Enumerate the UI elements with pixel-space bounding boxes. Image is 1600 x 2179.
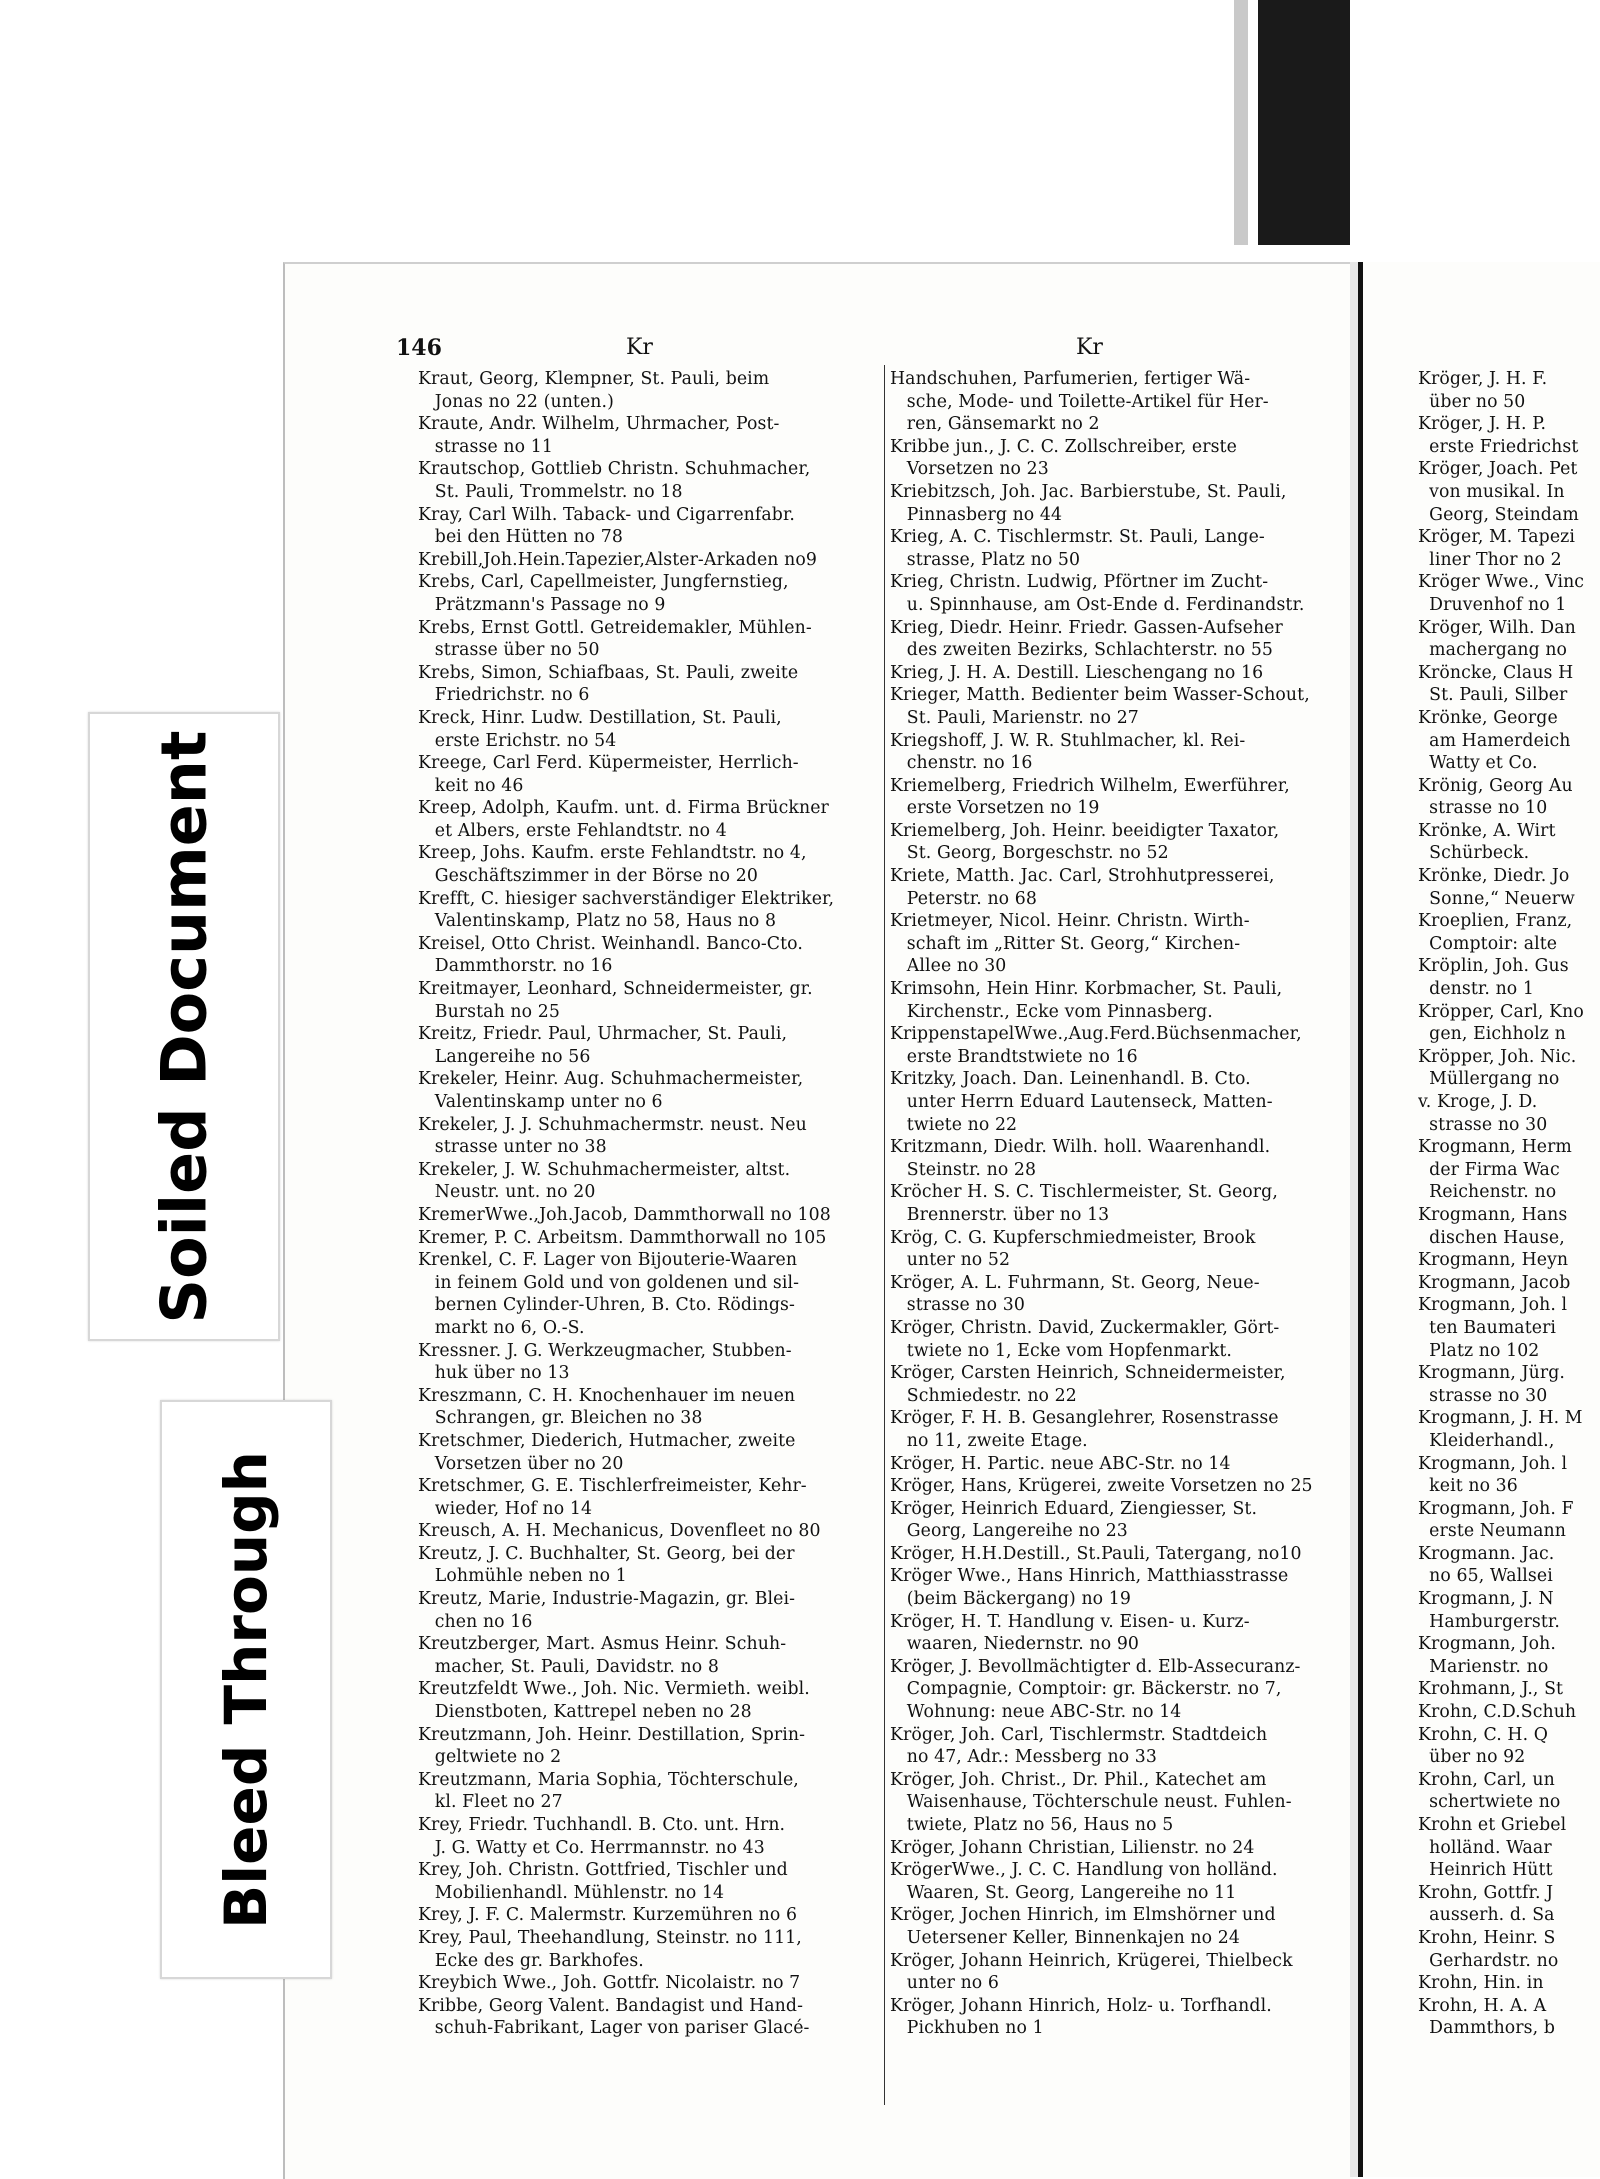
directory-entry-line: Krohn, C. H. Q: [1418, 1724, 1549, 1745]
directory-entry-line: Kreutzmann, Maria Sophia, Töchterschule,: [418, 1769, 799, 1790]
directory-entry-line: Krieg, A. C. Tischlermstr. St. Pauli, Lange-: [890, 527, 1265, 548]
directory-entry-line: Kraute, Andr. Wilhelm, Uhrmacher, Post-: [418, 414, 780, 435]
directory-entry-line: Krohn, Carl, un: [1418, 1769, 1555, 1790]
scan-edge-grey: [1234, 0, 1248, 245]
running-head-left: Kr: [626, 335, 653, 360]
directory-entry-line: Schürbeck.: [1418, 843, 1530, 864]
directory-entry-line: Krautschop, Gottlieb Christn. Schuhmacher,: [418, 459, 811, 480]
directory-entry-line: Kriegshoff, J. W. R. Stuhlmacher, kl. Rei-: [890, 730, 1246, 751]
directory-entry-line: Dammthors, b: [1418, 2018, 1555, 2039]
soiled-document-label: [88, 712, 280, 1341]
directory-entry-line: wieder, Hof no 14: [418, 1498, 593, 1519]
directory-entry-line: denstr. no 1: [1418, 979, 1534, 1000]
directory-entry-line: St. Pauli, Marienstr. no 27: [890, 707, 1139, 728]
directory-entry-line: Brennerstr. über no 13: [890, 1204, 1110, 1225]
directory-entry-line: Krieg, Christn. Ludwig, Pförtner im Zucht-: [890, 572, 1269, 593]
directory-entry-line: Waaren, St. Georg, Langereihe no 11: [890, 1882, 1237, 1903]
directory-entry-line: Watty et Co.: [1418, 753, 1538, 774]
directory-entry-line: Friedrichstr. no 6: [418, 685, 590, 706]
directory-entry-line: no 47, Adr.: Messberg no 33: [890, 1747, 1157, 1768]
directory-entry-line: ren, Gänsemarkt no 2: [890, 414, 1100, 435]
directory-entry-line: KremerWwe.,Joh.Jacob, Dammthorwall no 108: [418, 1204, 831, 1225]
directory-entry-line: unter no 6: [890, 1973, 999, 1994]
directory-entry-line: huk über no 13: [418, 1363, 570, 1384]
directory-entry-line: schuh-Fabrikant, Lager von pariser Glacé-: [418, 2018, 810, 2039]
directory-entry-line: strasse no 11: [418, 436, 553, 457]
directory-entry-line: macher, St. Pauli, Davidstr. no 8: [418, 1656, 719, 1677]
directory-entry-line: in feinem Gold und von goldenen und sil-: [418, 1272, 800, 1293]
directory-entry-line: Kriemelberg, Joh. Heinr. beeidigter Taxator,: [890, 820, 1280, 841]
bleed-through-text: Bleed Through: [212, 1450, 280, 1929]
directory-entry-line: Dammthorstr. no 16: [418, 956, 613, 977]
directory-entry-line: Vorsetzen no 23: [890, 459, 1049, 480]
directory-entry-line: strasse unter no 38: [418, 1137, 607, 1158]
directory-entry-line: (beim Bäckergang) no 19: [890, 1589, 1131, 1610]
directory-entry-line: Kreybich Wwe., Joh. Gottfr. Nicolaistr. no 7: [418, 1973, 801, 1994]
directory-entry-line: Schmiedestr. no 22: [890, 1385, 1077, 1406]
bleed-through-label: [160, 1400, 332, 1979]
directory-entry-line: Langereihe no 56: [418, 1046, 591, 1067]
soiled-document-text: Soiled Document: [147, 729, 221, 1324]
directory-entry-line: Neustr. unt. no 20: [418, 1182, 596, 1203]
directory-entry-line: Krönke, George: [1418, 707, 1558, 728]
directory-entry-line: Krogmann, Jürg.: [1418, 1363, 1565, 1384]
directory-entry-line: Kray, Carl Wilh. Taback- und Cigarrenfabr.: [418, 504, 796, 525]
directory-entry-line: Kraut, Georg, Klempner, St. Pauli, beim: [418, 369, 770, 389]
directory-entry-line: u. Spinnhause, am Ost-Ende d. Ferdinandstr.: [890, 594, 1305, 615]
directory-entry-line: ausserh. d. Sa: [1418, 1905, 1555, 1926]
directory-entry-line: Krohn et Griebel: [1418, 1815, 1567, 1835]
book-gutter: [1350, 262, 1358, 2177]
directory-entry-line: Krey, Joh. Christn. Gottfried, Tischler und: [418, 1860, 788, 1881]
directory-entry-line: Kretschmer, G. E. Tischlerfreimeister, Kehr-: [418, 1476, 807, 1497]
directory-entry-line: Kröger, Jochen Hinrich, im Elmshörner und: [890, 1905, 1276, 1926]
directory-entry-line: Kröger Wwe., Vinc: [1418, 572, 1585, 593]
directory-entry-line: bei den Hütten no 78: [418, 527, 623, 548]
directory-entry-line: erste Brandtstwiete no 16: [890, 1046, 1138, 1067]
directory-entry-line: Waisenhause, Töchterschule neust. Fuhlen-: [890, 1792, 1292, 1813]
directory-entry-line: chen no 16: [418, 1611, 533, 1632]
directory-entry-line: erste Neumann: [1418, 1521, 1566, 1542]
directory-entry-line: KrippenstapelWwe.,Aug.Ferd.Büchsenmacher,: [890, 1024, 1302, 1045]
directory-entry-line: Kriebitzsch, Joh. Jac. Barbierstube, St. Pauli,: [890, 481, 1287, 502]
directory-entry-line: Kreutz, J. C. Buchhalter, St. Georg, bei der: [418, 1543, 795, 1564]
directory-entry-line: Krohn, H. A. A: [1418, 1995, 1547, 2016]
directory-entry-line: Kröger, Johann Heinrich, Krügerei, Thielbeck: [890, 1950, 1293, 1971]
directory-entry-line: J. G. Watty et Co. Herrmannstr. no 43: [418, 1837, 765, 1858]
directory-entry-line: Krenkel, C. F. Lager von Bijouterie-Waaren: [418, 1250, 798, 1271]
directory-entry-line: Sonne,“ Neuerw: [1418, 888, 1575, 909]
directory-entry-line: Kröger, J. H. P.: [1418, 414, 1547, 435]
directory-entry-line: keit no 36: [1418, 1476, 1518, 1497]
directory-entry-line: Krogmann, J. H. M: [1418, 1408, 1583, 1429]
directory-entry-line: Kribbe, Georg Valent. Bandagist und Hand-: [418, 1995, 804, 2016]
directory-entry-line: twiete no 22: [890, 1114, 1018, 1135]
directory-entry-line: gen, Eichholz n: [1418, 1024, 1566, 1045]
directory-entry-line: Krög, C. G. Kupferschmiedmeister, Brook: [890, 1227, 1256, 1248]
directory-entry-line: der Firma Wac: [1418, 1159, 1560, 1180]
directory-entry-line: Kröpper, Joh. Nic.: [1418, 1046, 1577, 1067]
directory-entry-line: Georg, Steindam: [1418, 504, 1579, 525]
directory-entry-line: Kröger, Wilh. Dan: [1418, 617, 1576, 638]
directory-entry-line: strasse no 30: [890, 1295, 1025, 1316]
directory-entry-line: Kröger, J. H. F.: [1418, 369, 1548, 389]
directory-entry-line: Krieg, Diedr. Heinr. Friedr. Gassen-Aufseher: [890, 617, 1283, 638]
directory-entry-line: Kröger, A. L. Fuhrmann, St. Georg, Neue-: [890, 1272, 1260, 1293]
directory-entry-line: Kroeplien, Franz,: [1418, 911, 1573, 932]
directory-entry-line: Kriete, Matth. Jac. Carl, Strohhutpresserei,: [890, 866, 1275, 887]
directory-entry-line: St. Pauli, Silber: [1418, 685, 1568, 706]
directory-entry-line: Krogmann, Herm: [1418, 1137, 1572, 1158]
directory-entry-line: Kleiderhandl.,: [1418, 1430, 1555, 1451]
directory-entry-line: Druvenhof no 1: [1418, 594, 1567, 615]
directory-entry-line: ten Baumateri: [1418, 1317, 1557, 1338]
directory-entry-line: Dienstboten, Kattrepel neben no 28: [418, 1702, 752, 1723]
directory-entry-line: Schrangen, gr. Bleichen no 38: [418, 1408, 703, 1429]
directory-entry-line: über no 50: [1418, 391, 1526, 412]
directory-entry-line: Krekeler, J. J. Schuhmachermstr. neust. Neu: [418, 1114, 807, 1135]
directory-entry-line: strasse, Platz no 50: [890, 549, 1081, 570]
directory-entry-line: Heinrich Hütt: [1418, 1860, 1553, 1881]
directory-entry-line: Krey, J. F. C. Malermstr. Kurzemühren no 6: [418, 1905, 798, 1926]
directory-entry-line: Kröger, H. Partic. neue ABC-Str. no 14: [890, 1453, 1231, 1474]
directory-entry-line: Krohn, Gottfr. J: [1418, 1882, 1554, 1903]
directory-entry-line: unter Herrn Eduard Lautenseck, Matten-: [890, 1092, 1273, 1112]
directory-entry-line: waaren, Niedernstr. no 90: [890, 1634, 1140, 1655]
directory-entry-line: Kröpper, Carl, Kno: [1418, 1001, 1584, 1022]
directory-entry-line: Steinstr. no 28: [890, 1159, 1037, 1180]
directory-column-left: [418, 368, 883, 2040]
directory-entry-line: Krohn, Heinr. S: [1418, 1927, 1556, 1948]
directory-entry-line: Krogmann, J. N: [1418, 1589, 1554, 1610]
directory-entry-line: Kröcher H. S. C. Tischlermeister, St. Georg,: [890, 1182, 1278, 1203]
directory-entry-line: Kreep, Johs. Kaufm. erste Fehlandtstr. no 4,: [418, 843, 807, 864]
directory-entry-line: Kröger, J. Bevollmächtigter d. Elb-Assecuranz-: [890, 1656, 1301, 1677]
directory-entry-line: erste Erichstr. no 54: [418, 730, 617, 751]
directory-entry-line: Krefft, C. hiesiger sachverständiger Elektriker,: [418, 888, 835, 909]
directory-column-partial: [1418, 368, 1600, 2040]
directory-entry-line: Kritzky, Joach. Dan. Leinenhandl. B. Cto.: [890, 1069, 1251, 1090]
directory-entry-line: Kröger Wwe., Hans Hinrich, Matthiasstrasse: [890, 1566, 1289, 1587]
directory-entry-line: Krönig, Georg Au: [1418, 775, 1573, 796]
directory-entry-line: keit no 46: [418, 775, 524, 796]
directory-entry-line: Kreitz, Friedr. Paul, Uhrmacher, St. Pauli,: [418, 1024, 788, 1045]
directory-entry-line: Pinnasberg no 44: [890, 504, 1063, 525]
directory-entry-line: Krogmann, Joh. l: [1418, 1453, 1568, 1474]
directory-entry-line: Kribbe jun., J. C. C. Zollschreiber, erste: [890, 436, 1237, 457]
directory-entry-line: über no 92: [1418, 1747, 1526, 1768]
directory-entry-line: Jonas no 22 (unten.): [418, 391, 614, 412]
directory-entry-line: chenstr. no 16: [890, 753, 1033, 774]
directory-entry-line: Krieg, J. H. A. Destill. Lieschengang no 16: [890, 662, 1264, 683]
directory-entry-line: Ecke des gr. Barkhofes.: [418, 1950, 644, 1971]
directory-entry-line: St. Pauli, Trommelstr. no 18: [418, 481, 683, 502]
directory-entry-line: Hamburgerstr.: [1418, 1611, 1560, 1632]
directory-entry-line: am Hamerdeich: [1418, 730, 1571, 751]
directory-entry-line: Krogmann, Joh.: [1418, 1634, 1556, 1655]
directory-entry-line: Kröger, H.H.Destill., St.Pauli, Tatergang, no10: [890, 1543, 1302, 1564]
directory-entry-line: v. Kroge, J. D.: [1418, 1092, 1538, 1112]
directory-entry-line: Kreutzfeldt Wwe., Joh. Nic. Vermieth. weibl.: [418, 1679, 810, 1700]
directory-entry-line: Kreutzberger, Mart. Asmus Heinr. Schuh-: [418, 1634, 787, 1655]
directory-entry-line: Kretschmer, Diederich, Hutmacher, zweite: [418, 1430, 796, 1451]
directory-entry-line: Kröger, M. Tapezi: [1418, 527, 1576, 548]
directory-entry-line: Krekeler, J. W. Schuhmachermeister, altst.: [418, 1159, 791, 1180]
directory-entry-line: kl. Fleet no 27: [418, 1792, 563, 1813]
directory-entry-line: strasse no 30: [1418, 1385, 1548, 1406]
directory-entry-line: geltwiete no 2: [418, 1747, 562, 1768]
directory-entry-line: Kritzmann, Diedr. Wilh. holl. Waarenhandl.: [890, 1137, 1271, 1158]
directory-entry-line: Uetersener Keller, Binnenkajen no 24: [890, 1927, 1240, 1948]
directory-entry-line: Platz no 102: [1418, 1340, 1540, 1361]
directory-entry-line: Wohnung: neue ABC-Str. no 14: [890, 1702, 1182, 1723]
directory-entry-line: Georg, Langereihe no 23: [890, 1521, 1128, 1542]
directory-entry-line: Krietmeyer, Nicol. Heinr. Christn. Wirth-: [890, 911, 1250, 932]
directory-entry-line: von musikal. In: [1418, 481, 1565, 502]
directory-entry-line: Handschuhen, Parfumerien, fertiger Wä-: [890, 369, 1251, 389]
directory-entry-line: unter no 52: [890, 1250, 1011, 1271]
directory-entry-line: Vorsetzen über no 20: [418, 1453, 624, 1474]
directory-entry-line: KrögerWwe., J. C. C. Handlung von holländ.: [890, 1860, 1278, 1881]
directory-entry-line: Krönke, Diedr. Jo: [1418, 866, 1570, 887]
directory-entry-line: Kreisel, Otto Christ. Weinhandl. Banco-Cto.: [418, 933, 803, 954]
directory-column-right: [890, 368, 1330, 2040]
directory-entry-line: Krohmann, J., St: [1418, 1679, 1564, 1700]
directory-entry-line: Kröger, Christn. David, Zuckermakler, Gört-: [890, 1317, 1280, 1338]
directory-entry-line: Kröger, Joh. Carl, Tischlermstr. Stadtdeich: [890, 1724, 1268, 1745]
directory-entry-line: Kreutzmann, Joh. Heinr. Destillation, Sprin-: [418, 1724, 806, 1745]
directory-entry-line: schertwiete no: [1418, 1792, 1561, 1813]
directory-entry-line: erste Vorsetzen no 19: [890, 798, 1100, 819]
directory-entry-line: twiete no 1, Ecke vom Hopfenmarkt.: [890, 1340, 1233, 1361]
directory-entry-line: des zweiten Bezirks, Schlachterstr. no 55: [890, 640, 1274, 661]
directory-entry-line: Krekeler, Heinr. Aug. Schuhmachermeister,: [418, 1069, 804, 1090]
directory-entry-line: Kreutz, Marie, Industrie-Magazin, gr. Blei-: [418, 1589, 796, 1610]
running-head-right: Kr: [1076, 335, 1103, 360]
directory-entry-line: Krebs, Ernst Gottl. Getreidemakler, Mühlen-: [418, 617, 812, 638]
directory-entry-line: sche, Mode- und Toilette-Artikel für Her-: [890, 391, 1269, 412]
directory-entry-line: Krogmann, Joh. l: [1418, 1295, 1568, 1316]
directory-entry-line: Burstah no 25: [418, 1001, 560, 1022]
directory-entry-line: Peterstr. no 68: [890, 888, 1037, 909]
page-number: 146: [396, 335, 442, 361]
directory-entry-line: Marienstr. no: [1418, 1656, 1549, 1677]
column-divider: [884, 365, 885, 2105]
directory-entry-line: Allee no 30: [890, 956, 1007, 977]
directory-entry-line: Kirchenstr., Ecke vom Pinnasberg.: [890, 1001, 1213, 1022]
directory-entry-line: Kröger, Heinrich Eduard, Ziengiesser, St.: [890, 1498, 1258, 1519]
directory-entry-line: markt no 6, O.-S.: [418, 1317, 585, 1338]
directory-entry-line: liner Thor no 2: [1418, 549, 1562, 570]
directory-entry-line: Kreszmann, C. H. Knochenhauer im neuen: [418, 1385, 796, 1406]
directory-entry-line: strasse no 30: [1418, 1114, 1548, 1135]
directory-entry-line: Kröger, Joach. Pet: [1418, 459, 1578, 480]
directory-entry-line: dischen Hause,: [1418, 1227, 1565, 1248]
directory-entry-line: Compagnie, Comptoir: gr. Bäckerstr. no 7,: [890, 1679, 1282, 1700]
directory-entry-line: Kröncke, Claus H: [1418, 662, 1574, 683]
directory-entry-line: et Albers, erste Fehlandtstr. no 4: [418, 820, 727, 841]
directory-entry-line: holländ. Waar: [1418, 1837, 1552, 1858]
directory-entry-line: Reichenstr. no: [1418, 1182, 1557, 1203]
directory-entry-line: Krogmann, Hans: [1418, 1204, 1568, 1225]
directory-entry-line: erste Friedrichst: [1418, 436, 1579, 457]
directory-entry-line: Krohn, C.D.Schuh: [1418, 1702, 1577, 1723]
directory-entry-line: Krey, Friedr. Tuchhandl. B. Cto. unt. Hrn.: [418, 1815, 786, 1835]
directory-entry-line: Kröger, F. H. B. Gesanglehrer, Rosenstrasse: [890, 1408, 1279, 1429]
directory-entry-line: Comptoir: alte: [1418, 933, 1558, 954]
directory-entry-line: Krebs, Simon, Schiafbaas, St. Pauli, zweite: [418, 662, 799, 683]
directory-entry-line: Kressner. J. G. Werkzeugmacher, Stubben-: [418, 1340, 792, 1361]
scan-edge-black: [1258, 0, 1350, 245]
directory-entry-line: Krieger, Matth. Bedienter beim Wasser-Schout,: [890, 685, 1310, 706]
directory-entry-line: Kröger, Carsten Heinrich, Schneidermeister,: [890, 1363, 1286, 1384]
directory-entry-line: Kröger, Joh. Christ., Dr. Phil., Katechet am: [890, 1769, 1267, 1790]
directory-entry-line: Krebill,Joh.Hein.Tapezier,Alster-Arkaden no9: [418, 549, 817, 570]
directory-entry-line: Krogmann, Jacob: [1418, 1272, 1571, 1293]
directory-entry-line: no 11, zweite Etage.: [890, 1430, 1088, 1451]
directory-entry-line: Kröger, Hans, Krügerei, zweite Vorsetzen no 25: [890, 1476, 1313, 1497]
directory-entry-line: Kröger, H. T. Handlung v. Eisen- u. Kurz-: [890, 1611, 1250, 1632]
directory-entry-line: Valentinskamp unter no 6: [418, 1092, 663, 1112]
directory-entry-line: Krimsohn, Hein Hinr. Korbmacher, St. Pauli,: [890, 979, 1283, 1000]
directory-entry-line: Kreege, Carl Ferd. Küpermeister, Herrlich-: [418, 753, 799, 774]
directory-entry-line: Krey, Paul, Theehandlung, Steinstr. no 111,: [418, 1927, 802, 1948]
directory-entry-line: Kreitmayer, Leonhard, Schneidermeister, gr.: [418, 979, 813, 1000]
directory-entry-line: twiete, Platz no 56, Haus no 5: [890, 1815, 1174, 1835]
directory-entry-line: bernen Cylinder-Uhren, B. Cto. Rödings-: [418, 1295, 795, 1316]
directory-entry-line: Kriemelberg, Friedrich Wilhelm, Ewerführer,: [890, 775, 1290, 796]
directory-entry-line: machergang no: [1418, 640, 1568, 661]
directory-entry-line: Valentinskamp, Platz no 58, Haus no 8: [418, 911, 777, 932]
directory-entry-line: Mobilienhandl. Mühlenstr. no 14: [418, 1882, 725, 1903]
directory-entry-line: Krohn, Hin. in: [1418, 1973, 1544, 1994]
directory-entry-line: Kröplin, Joh. Gus: [1418, 956, 1569, 977]
directory-entry-line: Krebs, Carl, Capellmeister, Jungfernstieg,: [418, 572, 789, 593]
directory-entry-line: Kröger, Johann Christian, Lilienstr. no 24: [890, 1837, 1255, 1858]
directory-entry-line: Kreusch, A. H. Mechanicus, Dovenfleet no 80: [418, 1521, 821, 1542]
directory-entry-line: Prätzmann's Passage no 9: [418, 594, 666, 615]
directory-entry-line: Krönke, A. Wirt: [1418, 820, 1556, 841]
directory-entry-line: Kreep, Adolph, Kaufm. unt. d. Firma Brückner: [418, 798, 829, 819]
directory-entry-line: Krogmann. Jac.: [1418, 1543, 1555, 1564]
directory-entry-line: Lohmühle neben no 1: [418, 1566, 627, 1587]
directory-entry-line: St. Georg, Borgeschstr. no 52: [890, 843, 1169, 864]
directory-entry-line: Kremer, P. C. Arbeitsm. Dammthorwall no 105: [418, 1227, 827, 1248]
directory-entry-line: Kreck, Hinr. Ludw. Destillation, St. Pauli,: [418, 707, 782, 728]
directory-entry-line: Kröger, Johann Hinrich, Holz- u. Torfhandl.: [890, 1995, 1272, 2016]
directory-entry-line: Krogmann, Heyn: [1418, 1250, 1569, 1271]
directory-entry-line: strasse über no 50: [418, 640, 600, 661]
directory-entry-line: schaft im „Ritter St. Georg,“ Kirchen-: [890, 933, 1241, 954]
directory-entry-line: strasse no 10: [1418, 798, 1548, 819]
directory-entry-line: Geschäftszimmer in der Börse no 20: [418, 866, 758, 887]
directory-entry-line: Pickhuben no 1: [890, 2018, 1044, 2039]
directory-entry-line: Krogmann, Joh. F: [1418, 1498, 1574, 1519]
directory-entry-line: Gerhardstr. no: [1418, 1950, 1559, 1971]
directory-entry-line: no 65, Wallsei: [1418, 1566, 1553, 1587]
directory-entry-line: Müllergang no: [1418, 1069, 1560, 1090]
